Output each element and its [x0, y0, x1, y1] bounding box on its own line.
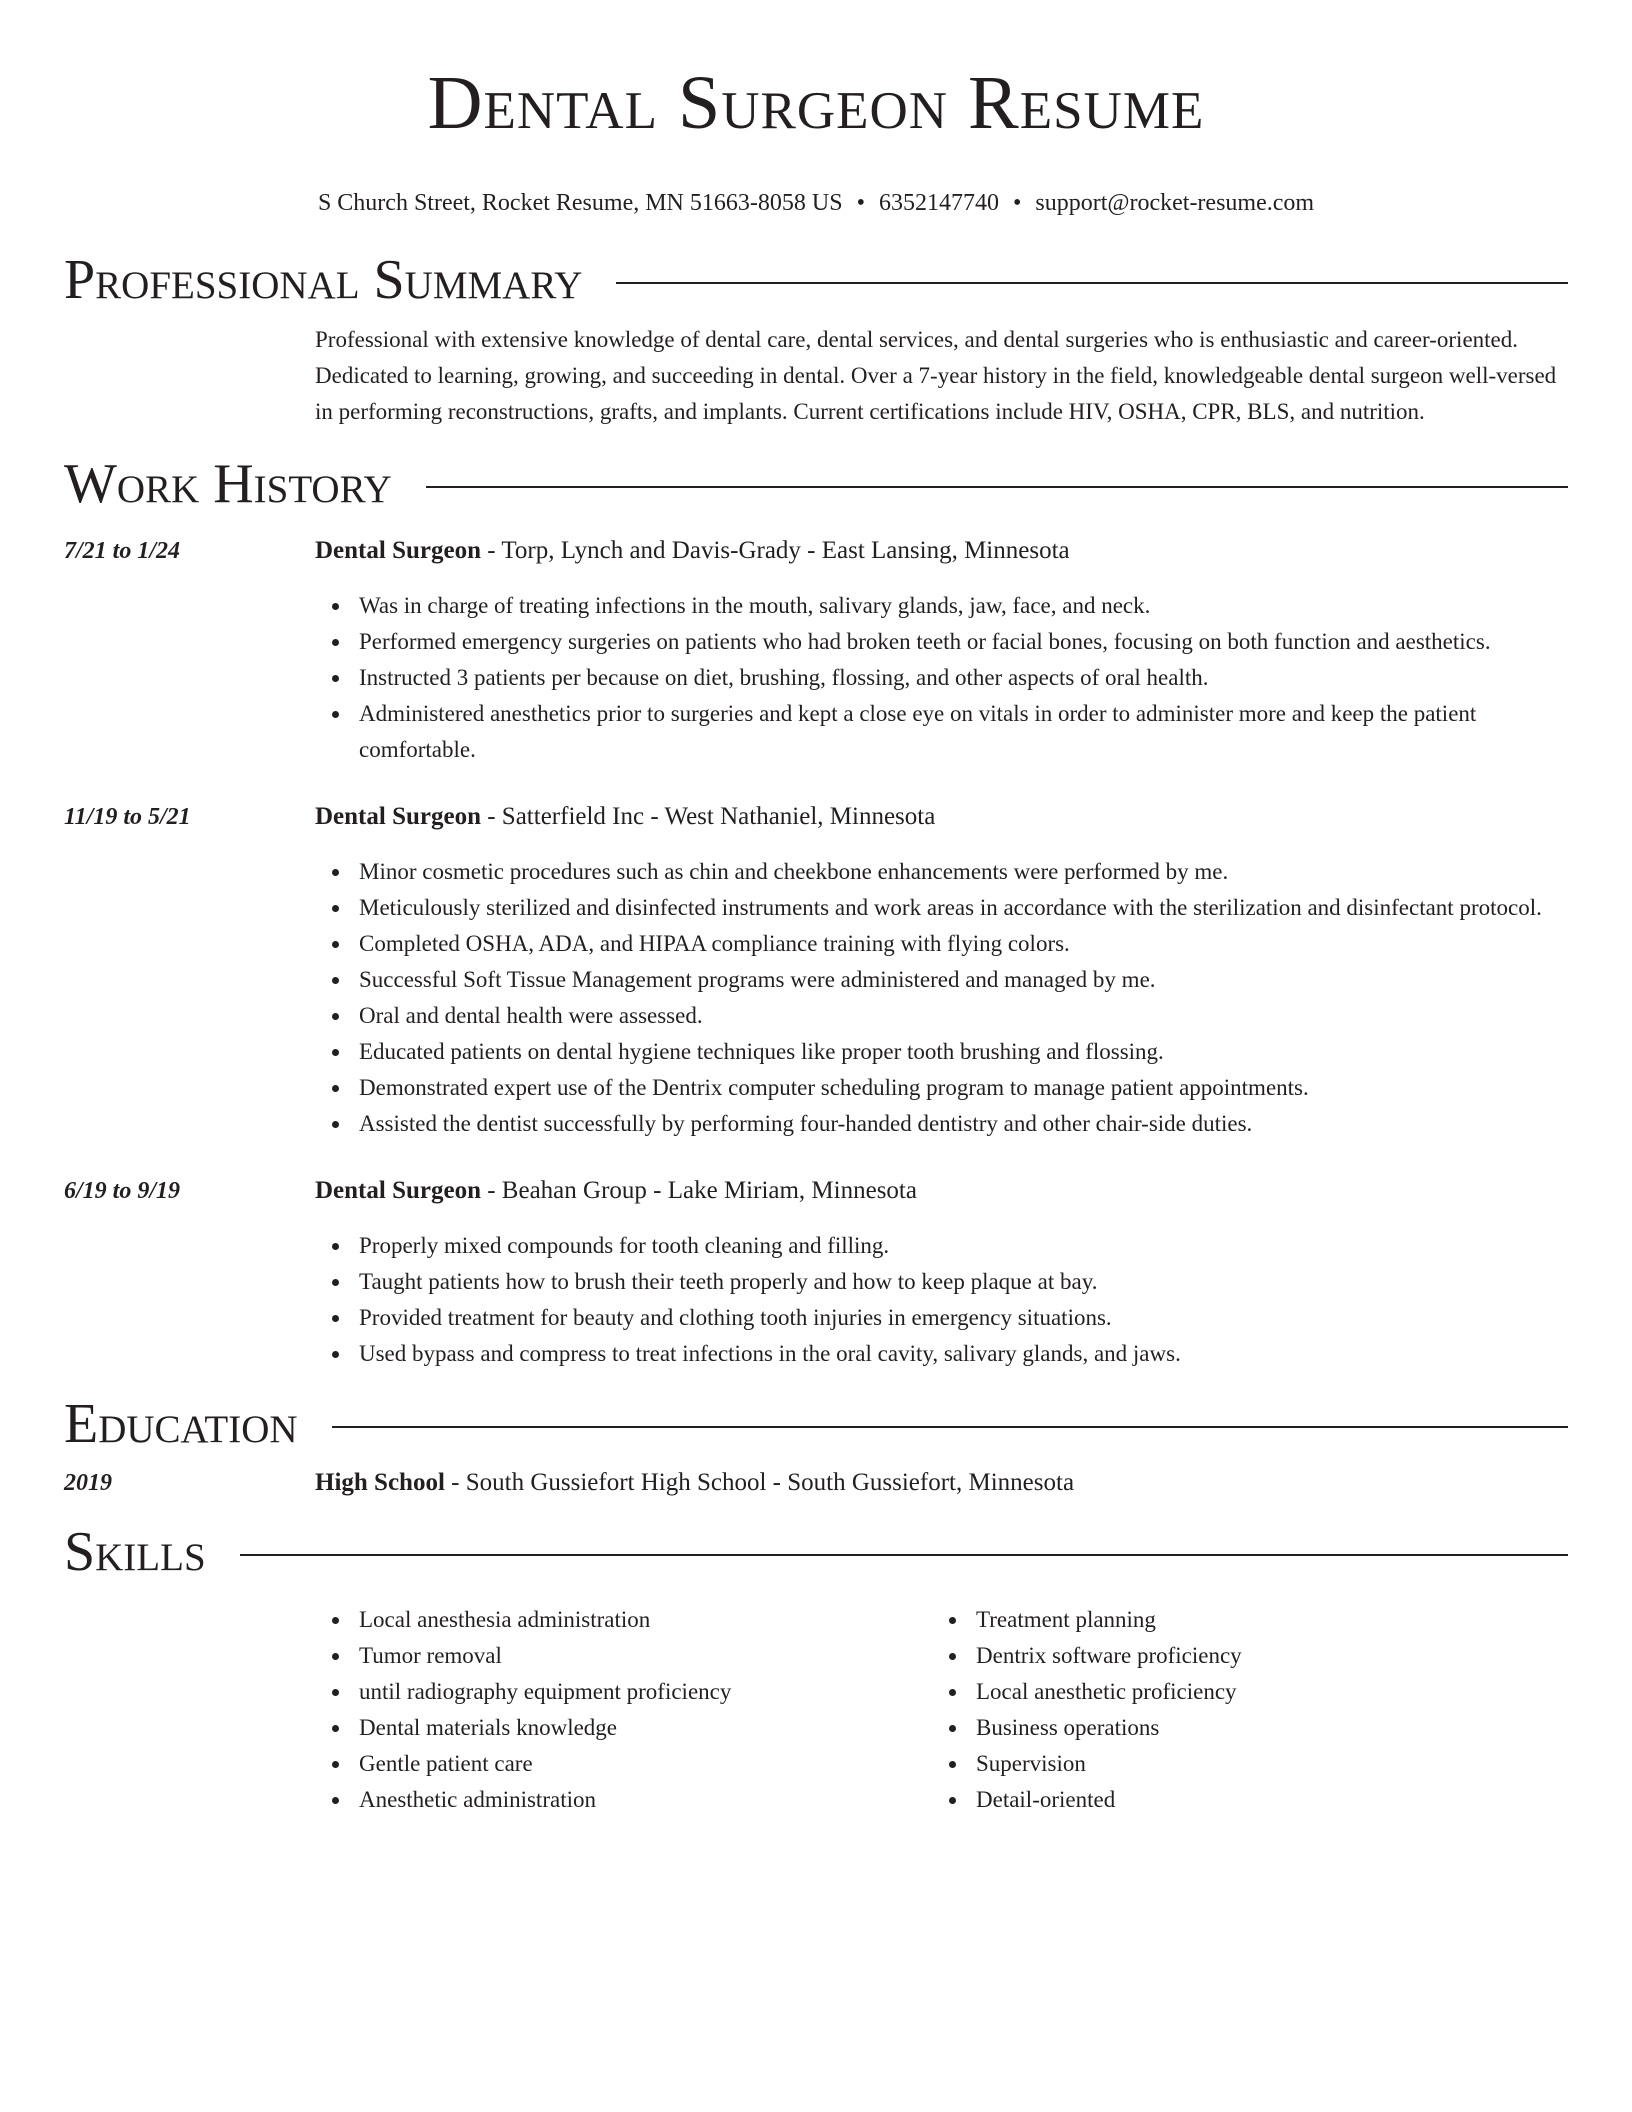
contact-separator: • [856, 190, 865, 216]
job-entry [64, 802, 1568, 1142]
job-title-line [315, 802, 1568, 832]
section-rule [426, 486, 1568, 488]
job-bullet: Provided treatment for beauty and clothing tooth injuries in emergency situations. [315, 1300, 1568, 1336]
job-bullet: Meticulously sterilized and disinfected instruments and work areas in accordance with the sterilization and disinfectant protocol. [315, 890, 1568, 926]
skill-item: Business operations [932, 1710, 1549, 1746]
skill-item: Tumor removal [315, 1638, 932, 1674]
education-degree: High School [315, 1469, 445, 1496]
job-bullet: Used bypass and compress to treat infections in the oral cavity, salivary glands, and jaws. [315, 1336, 1568, 1372]
job-header [64, 1176, 1568, 1206]
job-title-line [315, 1176, 1568, 1206]
job-entry [64, 536, 1568, 768]
skills-heading: Skills [64, 1521, 206, 1583]
summary-heading: Professional Summary [64, 249, 583, 311]
job-bullet: Administered anesthetics prior to surgeries and kept a close eye on vitals in order to administer more and keep the patient comfortable. [315, 696, 1568, 768]
skill-item: Local anesthesia administration [315, 1602, 932, 1638]
job-dates: 6/19 to 9/19 [64, 1178, 181, 1204]
education-heading-row [64, 1392, 1568, 1456]
contact-separator: • [1012, 190, 1022, 216]
job-bullet: Instructed 3 patients per because on diet, brushing, flossing, and other aspects of oral health. [315, 660, 1568, 696]
contact-email: support@rocket-resume.com [1035, 190, 1315, 216]
job-dates: 7/21 to 1/24 [64, 538, 181, 564]
contact-line [64, 188, 1568, 218]
skill-item: Dental materials knowledge [315, 1710, 932, 1746]
education-details: - South Gussiefort High School - South Gussiefort, Minnesota [444, 1469, 1075, 1496]
skill-item: Gentle patient care [315, 1746, 932, 1782]
job-header [64, 802, 1568, 832]
education-year: 2019 [64, 1470, 112, 1496]
job-bullets [64, 1228, 1568, 1372]
job-bullet: Assisted the dentist successfully by performing four-handed dentistry and other chair-side duties. [315, 1106, 1568, 1142]
skill-item: Anesthetic administration [315, 1782, 932, 1818]
job-list [64, 536, 1568, 1372]
education-heading: Education [64, 1393, 298, 1455]
skills-heading-row [64, 1520, 1568, 1584]
skill-item: Supervision [932, 1746, 1549, 1782]
job-bullet: Completed OSHA, ADA, and HIPAA compliance training with flying colors. [315, 926, 1568, 962]
job-dates: 11/19 to 5/21 [64, 804, 191, 830]
skill-item: Dentrix software proficiency [932, 1638, 1549, 1674]
skill-item: Detail-oriented [932, 1782, 1549, 1818]
skills-column-right [932, 1602, 1549, 1818]
education-line [315, 1468, 1568, 1498]
job-title: Dental Surgeon [315, 803, 481, 830]
job-bullet: Performed emergency surgeries on patients who had broken teeth or facial bones, focusing on both function and aesthetics. [315, 624, 1568, 660]
job-entry [64, 1176, 1568, 1372]
section-rule [616, 282, 1568, 284]
skill-item: until radiography equipment proficiency [315, 1674, 932, 1710]
job-bullet: Properly mixed compounds for tooth cleaning and filling. [315, 1228, 1568, 1264]
summary-heading-row [64, 248, 1568, 312]
skills-column-left [315, 1602, 932, 1818]
job-bullet: Demonstrated expert use of the Dentrix computer scheduling program to manage patient appointments. [315, 1070, 1568, 1106]
job-title: Dental Surgeon [315, 537, 481, 564]
job-bullets [64, 588, 1568, 768]
job-details: - Beahan Group - Lake Miriam, Minnesota [480, 1177, 917, 1204]
job-bullet: Successful Soft Tissue Management programs were administered and managed by me. [315, 962, 1568, 998]
work-heading-row [64, 452, 1568, 516]
education-entry [64, 1468, 1568, 1498]
work-heading: Work History [64, 453, 392, 515]
skill-item: Local anesthetic proficiency [932, 1674, 1549, 1710]
job-bullet: Educated patients on dental hygiene techniques like proper tooth brushing and flossing. [315, 1034, 1568, 1070]
job-details: - Torp, Lynch and Davis-Grady - East Lansing, Minnesota [480, 537, 1070, 564]
job-bullets [64, 854, 1568, 1142]
job-bullet: Taught patients how to brush their teeth properly and how to keep plaque at bay. [315, 1264, 1568, 1300]
summary-text: Professional with extensive knowledge of dental care, dental services, and dental surgeries who is enthusiastic and career-oriented. Dedicated to learning, growing, and succeeding in dental. Over a 7-year history in the field, knowledgeable dental surgeon well-versed in performing reconstructions, grafts, and implants. Current certifications include HIV, OSHA, CPR, BLS, and nutrition. [315, 327, 1557, 424]
resume-title: Dental Surgeon Resume [427, 61, 1205, 145]
job-title-line [315, 536, 1568, 566]
skills-grid [64, 1602, 1568, 1818]
job-details: - Satterfield Inc - West Nathaniel, Minnesota [480, 803, 936, 830]
contact-phone: 6352147740 [878, 190, 999, 216]
job-bullet: Was in charge of treating infections in the mouth, salivary glands, jaw, face, and neck. [315, 588, 1568, 624]
section-rule [240, 1554, 1568, 1556]
job-bullet: Oral and dental health were assessed. [315, 998, 1568, 1034]
contact-address: S Church Street, Rocket Resume, MN 51663-8058 US [317, 190, 843, 216]
resume-page [64, 0, 1568, 1818]
skill-item: Treatment planning [932, 1602, 1549, 1638]
section-rule [332, 1426, 1568, 1428]
job-title: Dental Surgeon [315, 1177, 481, 1204]
job-bullet: Minor cosmetic procedures such as chin and cheekbone enhancements were performed by me. [315, 854, 1568, 890]
job-header [64, 536, 1568, 566]
